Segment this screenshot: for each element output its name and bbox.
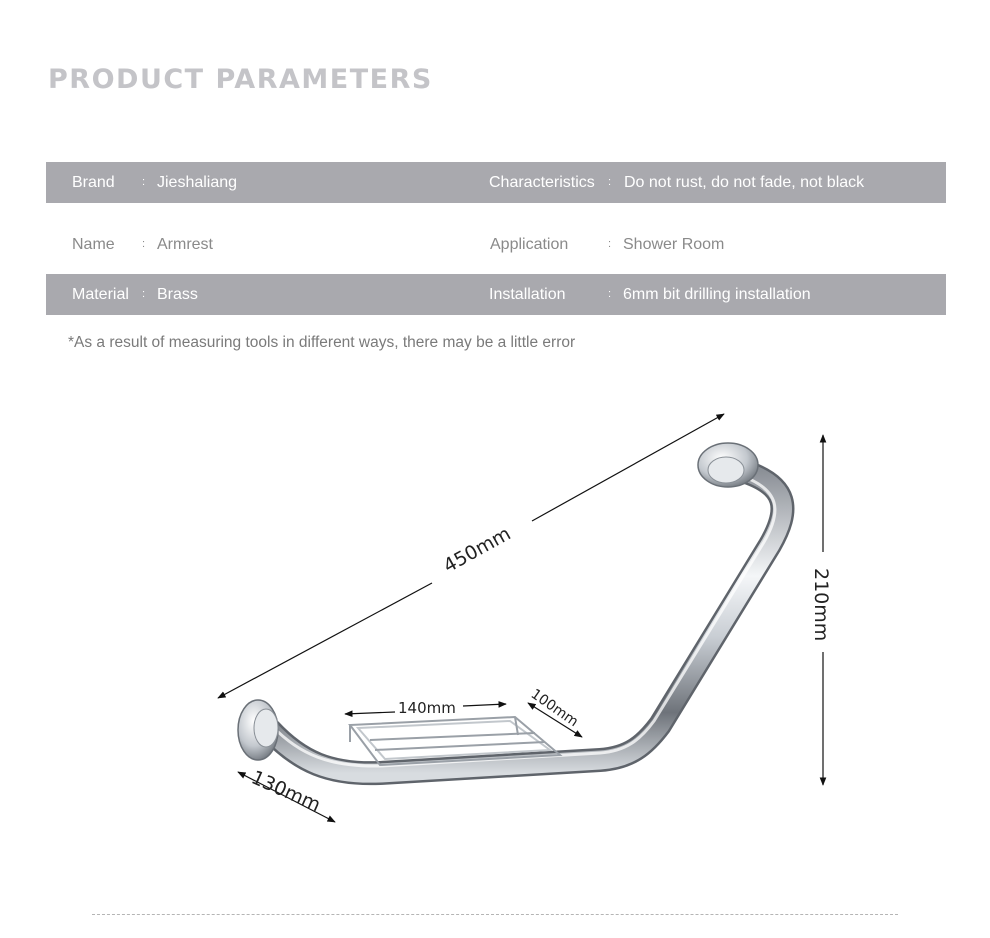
name-label: Name — [72, 236, 115, 253]
param-row-2 — [46, 224, 946, 265]
product-figure — [0, 390, 990, 870]
separator: : — [608, 238, 612, 250]
measurement-note: *As a result of measuring tools in different ways, there may be a little error — [68, 334, 576, 351]
material-label: Material — [72, 286, 129, 303]
installation-label: Installation — [489, 286, 566, 303]
name-value: Armrest — [157, 236, 213, 253]
dashed-divider — [92, 914, 898, 915]
param-row-1 — [46, 162, 946, 203]
projection-label: 130mm — [247, 766, 324, 817]
application-value: Shower Room — [623, 236, 725, 253]
installation-value: 6mm bit drilling installation — [623, 286, 811, 303]
material-value: Brass — [157, 286, 198, 303]
separator: : — [142, 288, 146, 300]
separator: : — [608, 288, 612, 300]
characteristics-label: Characteristics — [489, 174, 595, 191]
separator: : — [608, 176, 612, 188]
left-flange — [238, 700, 278, 760]
length-dimension-line-a — [218, 583, 432, 698]
basket-depth-label: 100mm — [527, 686, 582, 731]
height-dimension-label: 210mm — [810, 568, 832, 642]
length-dimension-label: 450mm — [439, 522, 515, 578]
separator: : — [142, 238, 146, 250]
param-row-3 — [46, 274, 946, 315]
right-flange — [698, 443, 758, 487]
length-dimension-line-b — [532, 414, 724, 521]
brand-value: Jieshaliang — [157, 174, 238, 191]
basket-width-line-b — [463, 704, 506, 706]
application-label: Application — [490, 236, 569, 253]
basket-width-line-a — [345, 712, 395, 714]
brand-label: Brand — [72, 174, 115, 191]
basket-width-label: 140mm — [398, 699, 456, 717]
characteristics-value: Do not rust, do not fade, not black — [624, 174, 865, 191]
page-title: PRODUCT PARAMETERS — [48, 64, 433, 95]
separator: : — [142, 176, 146, 188]
